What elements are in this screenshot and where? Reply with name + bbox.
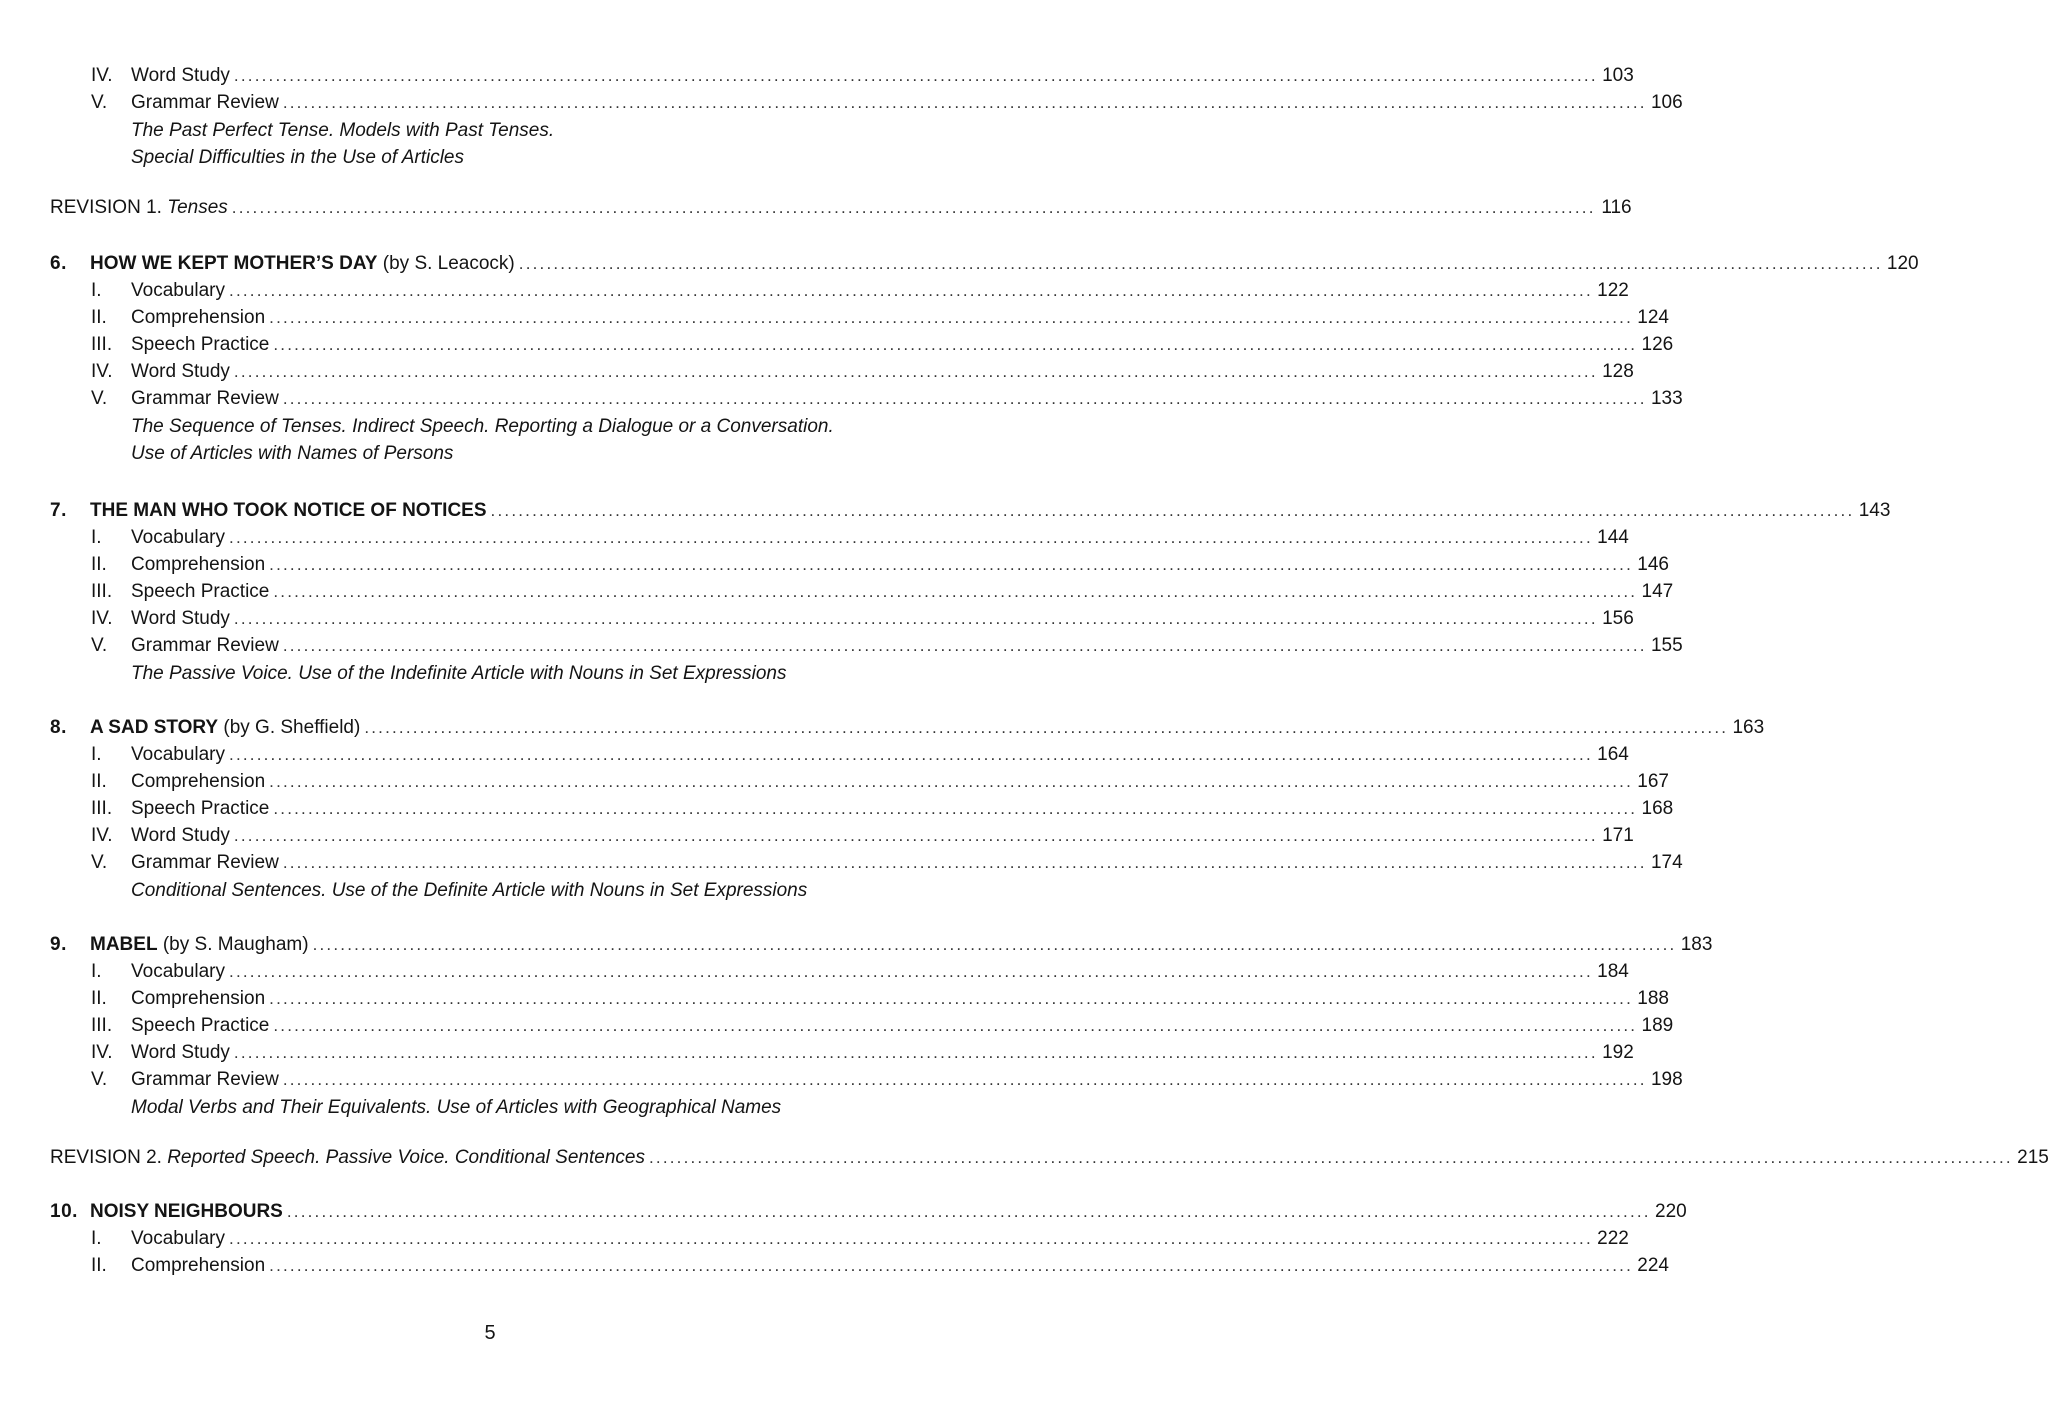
dot-leader: ..................................................................................................................................................................................................... [233,362,1598,381]
entry-label: Comprehension [131,988,266,1009]
entry-page: 146 [1637,554,1669,575]
entry-label: Vocabulary [131,961,226,982]
entry-numeral: IV. [91,361,113,382]
entry-numeral: III. [91,581,113,602]
unit-6-heading[interactable] [0,251,1919,277]
entry-page: 188 [1637,988,1669,1009]
entry-numeral: I. [91,527,102,548]
dot-leader: ..................................................................................................................................................................................................... [229,1229,1593,1248]
entry-label: Vocabulary [131,527,226,548]
entry-label: Speech Practice [131,798,270,819]
grammar-topics [131,660,786,687]
entry-numeral: III. [91,798,113,819]
entry-label: Vocabulary [131,744,226,765]
entry-numeral: I. [91,744,102,765]
dot-leader: ..................................................................................................................................................................................................... [648,1148,2013,1167]
entry-page: 192 [1602,1042,1634,1063]
entry-page: 220 [1655,1201,1687,1222]
grammar-topics [131,117,554,171]
toc-entry[interactable] [0,525,1629,551]
dot-leader: ..................................................................................................................................................................................................... [282,853,1647,872]
dot-leader: ..................................................................................................................................................................................................... [286,1202,1651,1221]
dot-leader: ..................................................................................................................................................................................................... [282,93,1647,112]
dot-leader: ..................................................................................................................................................................................................... [269,772,1633,791]
entry-label: Word Study [131,65,230,86]
entry-page: 183 [1680,934,1713,955]
dot-leader: ..................................................................................................................................................................................................... [364,718,1729,737]
dot-leader: ..................................................................................................................................................................................................... [269,989,1633,1008]
entry-label: Speech Practice [131,334,270,355]
entry-page: 215 [2017,1147,2049,1168]
toc-entry[interactable] [0,1067,1683,1093]
entry-numeral: IV. [91,825,113,846]
toc-entry[interactable] [0,606,1634,632]
entry-label: Grammar Review [131,635,279,656]
entry-numeral: III. [91,1015,113,1036]
toc-entry[interactable] [0,742,1629,768]
toc-entry[interactable] [0,278,1629,304]
toc-entry[interactable] [0,1253,1669,1279]
entry-page: 168 [1641,798,1674,819]
entry-page: 128 [1602,361,1634,382]
entry-page: 122 [1597,280,1629,301]
unit-number: 9. [50,934,67,955]
dot-leader: ..................................................................................................................................................................................................... [233,1043,1598,1062]
grammar-topics [131,413,834,467]
dot-leader: ..................................................................................................................................................................................................... [229,528,1593,547]
toc-entry[interactable] [0,579,1674,605]
grammar-topics [131,1094,781,1121]
toc-entry[interactable] [0,359,1634,385]
unit-10-heading[interactable] [0,1199,1687,1225]
revision-title: Tenses [167,197,228,218]
entry-label: Grammar Review [131,92,279,113]
dot-leader: ..................................................................................................................................................................................................... [282,636,1647,655]
dot-leader: ..................................................................................................................................................................................................... [282,1070,1647,1089]
dot-leader: ..................................................................................................................................................................................................... [233,66,1598,85]
dot-leader: ..................................................................................................................................................................................................... [233,826,1598,845]
entry-label: Comprehension [131,307,266,328]
topic-line: The Sequence of Tenses. Indirect Speech. Reporting a Dialogue or a Conversation. [131,416,834,437]
dot-leader: ..................................................................................................................................................................................................... [231,198,1596,217]
unit-title: THE MAN WHO TOOK NOTICE OF NOTICES [90,500,487,521]
entry-page: 163 [1732,717,1765,738]
toc-entry[interactable] [0,1013,1674,1039]
entry-label: Comprehension [131,554,266,575]
toc-entry[interactable] [0,986,1669,1012]
entry-numeral: II. [91,307,107,328]
unit-7-heading[interactable] [0,498,1891,524]
toc-entry[interactable] [0,90,1683,116]
topic-line: The Past Perfect Tense. Models with Past Tenses. [131,120,555,141]
entry-page: 147 [1641,581,1674,602]
entry-numeral: IV. [91,608,113,629]
entry-page: 164 [1597,744,1629,765]
dot-leader: ..................................................................................................................................................................................................... [273,335,1638,354]
toc-entry[interactable] [0,633,1683,659]
entry-label: Word Study [131,608,230,629]
topic-line: Use of Articles with Names of Persons [131,443,454,464]
dot-leader: ..................................................................................................................................................................................................... [273,1016,1638,1035]
dot-leader: ..................................................................................................................................................................................................... [312,935,1677,954]
toc-entry[interactable] [0,63,1634,89]
dot-leader: ..................................................................................................................................................................................................... [269,555,1633,574]
toc-entry[interactable] [0,332,1674,358]
entry-label: Vocabulary [131,280,226,301]
unit-number: 8. [50,717,67,738]
entry-page: 167 [1637,771,1669,792]
unit-author: (by S. Maugham) [162,934,309,955]
toc-entry[interactable] [0,1040,1634,1066]
entry-numeral: V. [91,852,108,873]
toc-entry[interactable] [0,769,1669,795]
unit-title: NOISY NEIGHBOURS [90,1201,283,1222]
toc-entry[interactable] [0,796,1674,822]
dot-leader: ..................................................................................................................................................................................................... [229,745,1593,764]
entry-numeral: V. [91,92,108,113]
entry-page: 144 [1597,527,1629,548]
dot-leader: ..................................................................................................................................................................................................... [273,799,1638,818]
entry-page: 184 [1597,961,1629,982]
unit-number: 6. [50,253,67,274]
topic-line: Modal Verbs and Their Equivalents. Use of Articles with Geographical Names [131,1097,782,1118]
toc-entry[interactable] [0,386,1683,412]
revision-prefix: REVISION 1. [50,197,162,218]
revision-title: Reported Speech. Passive Voice. Conditional Sentences [167,1147,645,1168]
entry-label: Word Study [131,825,230,846]
entry-label: Grammar Review [131,1069,279,1090]
entry-label: Comprehension [131,771,266,792]
entry-numeral: III. [91,334,113,355]
dot-leader: ..................................................................................................................................................................................................... [269,308,1633,327]
dot-leader: ..................................................................................................................................................................................................... [229,962,1593,981]
unit-title: MABEL [90,934,158,955]
dot-leader: ..................................................................................................................................................................................................... [233,609,1598,628]
entry-label: Word Study [131,361,230,382]
entry-numeral: II. [91,1255,107,1276]
entry-numeral: I. [91,280,102,301]
unit-8-heading[interactable] [0,715,1765,741]
entry-page: 224 [1637,1255,1669,1276]
entry-page: 143 [1858,500,1891,521]
revision-prefix: REVISION 2. [50,1147,162,1168]
dot-leader: ..................................................................................................................................................................................................... [518,254,1883,273]
entry-page: 198 [1650,1069,1683,1090]
entry-page: 222 [1597,1228,1629,1249]
entry-page: 156 [1602,608,1634,629]
unit-number: 7. [50,500,67,521]
unit-title: HOW WE KEPT MOTHER’S DAY [90,253,378,274]
unit-author: (by S. Leacock) [382,253,515,274]
entry-page: 171 [1602,825,1634,846]
grammar-topics [131,877,807,904]
toc-entry[interactable] [0,1226,1629,1252]
entry-page: 120 [1886,253,1919,274]
revision-1-entry[interactable] [0,195,1632,221]
entry-numeral: I. [91,1228,102,1249]
toc-entry[interactable] [0,823,1634,849]
entry-label: Vocabulary [131,1228,226,1249]
entry-numeral: V. [91,388,108,409]
entry-label: Speech Practice [131,1015,270,1036]
entry-label: Speech Practice [131,581,270,602]
dot-leader: ..................................................................................................................................................................................................... [229,281,1593,300]
dot-leader: ..................................................................................................................................................................................................... [490,501,1855,520]
entry-numeral: V. [91,635,108,656]
unit-9-heading[interactable] [0,932,1713,958]
entry-page: 189 [1641,1015,1674,1036]
topic-line: Special Difficulties in the Use of Articles [131,147,464,168]
entry-page: 103 [1602,65,1634,86]
topic-line: The Passive Voice. Use of the Indefinite Article with Nouns in Set Expressions [131,663,787,684]
entry-numeral: IV. [91,1042,113,1063]
entry-numeral: V. [91,1069,108,1090]
dot-leader: ..................................................................................................................................................................................................... [269,1256,1633,1275]
entry-page: 174 [1650,852,1683,873]
page-number: 5 [484,1322,496,1344]
entry-label: Grammar Review [131,388,279,409]
unit-title: A SAD STORY [90,717,219,738]
revision-2-entry[interactable] [0,1145,2049,1171]
entry-numeral: II. [91,988,107,1009]
entry-page: 106 [1650,92,1683,113]
unit-author: (by G. Sheffield) [223,717,361,738]
entry-numeral: IV. [91,65,113,86]
entry-numeral: II. [91,771,107,792]
topic-line: Conditional Sentences. Use of the Definite Article with Nouns in Set Expressions [131,880,808,901]
entry-numeral: I. [91,961,102,982]
toc-entry[interactable] [0,959,1629,985]
dot-leader: ..................................................................................................................................................................................................... [273,582,1638,601]
entry-page: 124 [1637,307,1669,328]
entry-page: 133 [1650,388,1683,409]
entry-page: 126 [1641,334,1674,355]
entry-label: Grammar Review [131,852,279,873]
entry-numeral: II. [91,554,107,575]
toc-entry[interactable] [0,305,1669,331]
entry-page: 116 [1601,197,1632,218]
dot-leader: ..................................................................................................................................................................................................... [282,389,1647,408]
unit-number: 10. [50,1201,78,1222]
entry-label: Word Study [131,1042,230,1063]
toc-entry[interactable] [0,850,1683,876]
entry-page: 155 [1650,635,1683,656]
toc-entry[interactable] [0,552,1669,578]
entry-label: Comprehension [131,1255,266,1276]
